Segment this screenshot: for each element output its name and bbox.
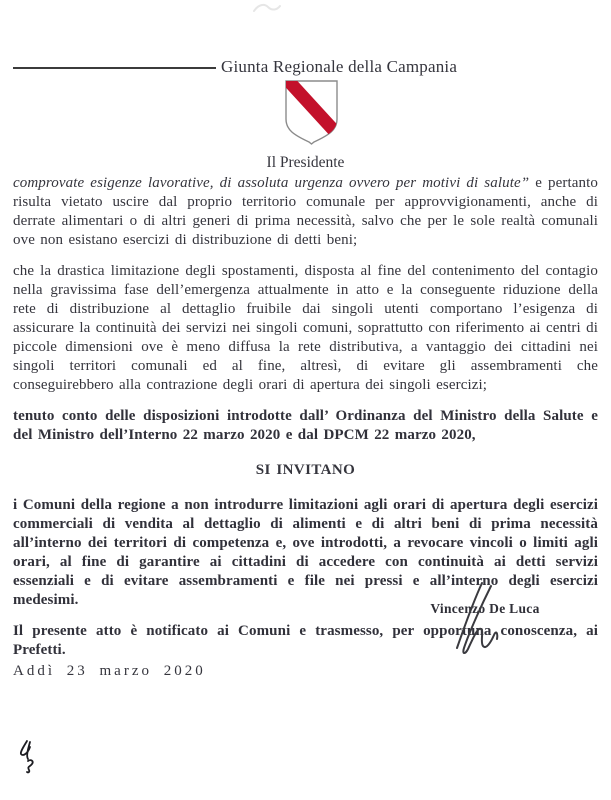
- signatory-name: Vincenzo De Luca: [430, 601, 540, 616]
- campania-shield-icon: [283, 79, 340, 147]
- paragraph-considerations: che la drastica limitazione degli spostamenti, disposta al fine del contenimento del contagio nella gravissima fase dell’emergenza attualmente in atto e la conseguente riduzione della rete di distribuzione al dettaglio fruibile dai singoli utenti comportano l’esigenza di assicurare la continuità dei servizi nei singoli comuni, soprattutto con riferimento ai centri di piccole dimensioni ove è meno diffusa la rete distributiva, a vantaggio dei cittadini nei singoli territori comunali ed al fine, altresì, di evitare gli assembramenti che conseguirebbero alla contrazione degli orari di apertura dei singoli esercizi;: [13, 263, 598, 393]
- org-name: Giunta Regionale della Campania: [221, 57, 458, 76]
- date-line: Addì 23 marzo 2020: [13, 663, 206, 679]
- handwritten-signature: [444, 582, 514, 662]
- scan-artifact-mark: [248, 1, 284, 16]
- invito-heading: SI INVITANO: [255, 462, 356, 478]
- paragraph-notification: Il presente atto è notificato ai Comuni e trasmesso, per opportuna conoscenza, ai Prefetti.: [13, 623, 598, 658]
- paragraph-invitation: i Comuni della regione a non introdurre limitazioni agli orari di apertura degli esercizi commerciali di vendita al dettaglio di alimenti e di altri beni di prima necessità all’interno dei territori di competenza e, ove introdotti, a revocare vincoli o limiti agli orari, al fine di garantire ai cittadini di accedere con continuità ai detti servizi essenziali e di evitare assembramenti e file nei pressi e all’interno degli esercizi medesimi.: [13, 497, 598, 608]
- quoted-italic-text: comprovate esigenze lavorative, di assoluta urgenza ovvero per motivi di salute”: [13, 175, 530, 191]
- header-rule: [13, 67, 216, 69]
- role-title: Il Presidente: [266, 154, 345, 171]
- premise-rest-text: e pertanto risulta vietato uscire dal proprio territorio comunale per approvvigionamenti, anche di derrate alimentari o di altri generi di prima necessità, salvo che per le sole realtà comunali ove non esistano esercizi di distribuzione di detti beni;: [13, 175, 598, 248]
- paragraph-legal-basis: tenuto conto delle disposizioni introdotte dall’ Ordinanza del Ministro della Salute e del Ministro dell’Interno 22 marzo 2020 e dal DPCM 22 marzo 2020,: [13, 408, 598, 443]
- handwritten-mark: [17, 739, 45, 775]
- paragraph-premise: [13, 174, 598, 250]
